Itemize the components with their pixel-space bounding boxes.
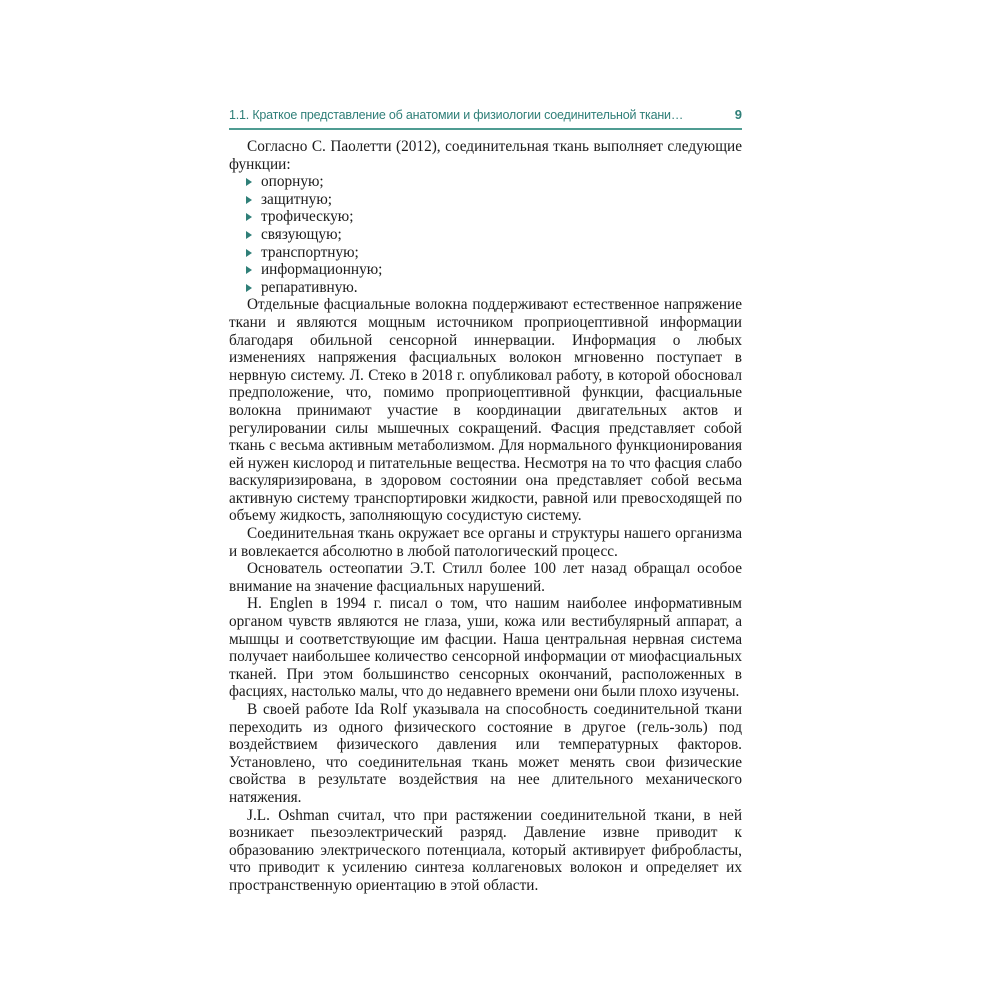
list-item: [229, 244, 742, 262]
triangle-bullet-icon: [246, 231, 252, 239]
intro-paragraph: Согласно С. Паолетти (2012), соединительная ткань выполняет следующие функции:: [229, 138, 742, 173]
running-header-title: 1.1. Краткое представление об анатомии и физиологии соединительной ткани…: [229, 108, 684, 122]
list-item: [229, 191, 742, 209]
paragraph-connective-tissue: Соединительная ткань окружает все органы и структуры нашего организма и вовлекается абсолютно в любой патологический процесс.: [229, 525, 742, 560]
paragraph-still: Основатель остеопатии Э.Т. Стилл более 100 лет назад обращал особое внимание на значение фасциальных нарушений.: [229, 560, 742, 595]
paragraph-rolf: В своей работе Ida Rolf указывала на способность соединительной ткани переходить из одного физического состояние в другое (гель-золь) под воздействием физического давления или температурных факторов. Установлено, что соединительная ткань может менять свои физические свойства в результате воздействия на нее длительного механического натяжения.: [229, 701, 742, 806]
running-header: [229, 106, 742, 130]
list-item-text: защитную;: [261, 190, 332, 208]
list-item: [229, 208, 742, 226]
list-item-text: транспортную;: [261, 243, 359, 261]
triangle-bullet-icon: [246, 249, 252, 257]
functions-list: [229, 173, 742, 296]
list-item-text: трофическую;: [261, 208, 354, 226]
paragraph-englen: H. Englen в 1994 г. писал о том, что нашим наиболее информативным органом чувств являются не глаза, уши, кожа или вестибулярный аппарат, а мышцы и соответствующие им фасции. Наша центральная нервная система получает наибольшее количество сенсорной информации от миофасциальных тканей. При этом большинство сенсорных окончаний, расположенных в фасциях, настолько малы, что до недавнего времени они были плохо изучены.: [229, 595, 742, 701]
triangle-bullet-icon: [246, 196, 252, 204]
page-number: 9: [734, 107, 742, 122]
triangle-bullet-icon: [246, 284, 252, 292]
list-item-text: связующую;: [261, 225, 342, 243]
paragraph-oshman: J.L. Oshman считал, что при растяжении соединительной ткани, в ней возникает пьезоэлектрический разряд. Давление извне приводит к образованию электрического потенциала, который активирует фибробласты, что приводит к усилению синтеза коллагеновых волокон и определяет их пространственную ориентацию в этой области.: [229, 806, 742, 894]
paragraph-fascial-fibers: Отдельные фасциальные волокна поддерживают естественное напряжение ткани и являются мощным источником проприоцептивной информации благодаря обильной сенсорной иннервации. Информация о любых изменениях напряжения фасциальных волокон мгновенно поступает в нервную систему. Л. Стеко в 2018 г. опубликовал работу, в которой обосновал предположение, что, помимо проприоцептивной функции, фасциальные волокна принимают участие в координации двигательных актов и регулировании силы мышечных сокращений. Фасция представляет собой ткань с весьма активным метаболизмом. Для нормального функционирования ей нужен кислород и питательные вещества. Несмотря на то что фасция слабо васкуляризирована, в здоровом состоянии она представляет собой весьма активную систему транспортировки жидкости, равной или превосходящей по объему жидкость, заполняющую сосудистую систему.: [229, 296, 742, 525]
list-item: [229, 279, 742, 297]
list-item: [229, 261, 742, 279]
list-item: [229, 173, 742, 191]
list-item-text: опорную;: [261, 173, 324, 191]
list-item: [229, 226, 742, 244]
list-item-text: информационную;: [261, 261, 383, 279]
triangle-bullet-icon: [246, 178, 252, 186]
page-body: [229, 138, 742, 895]
list-item-text: репаративную.: [261, 278, 358, 296]
triangle-bullet-icon: [246, 213, 252, 221]
triangle-bullet-icon: [246, 266, 252, 274]
